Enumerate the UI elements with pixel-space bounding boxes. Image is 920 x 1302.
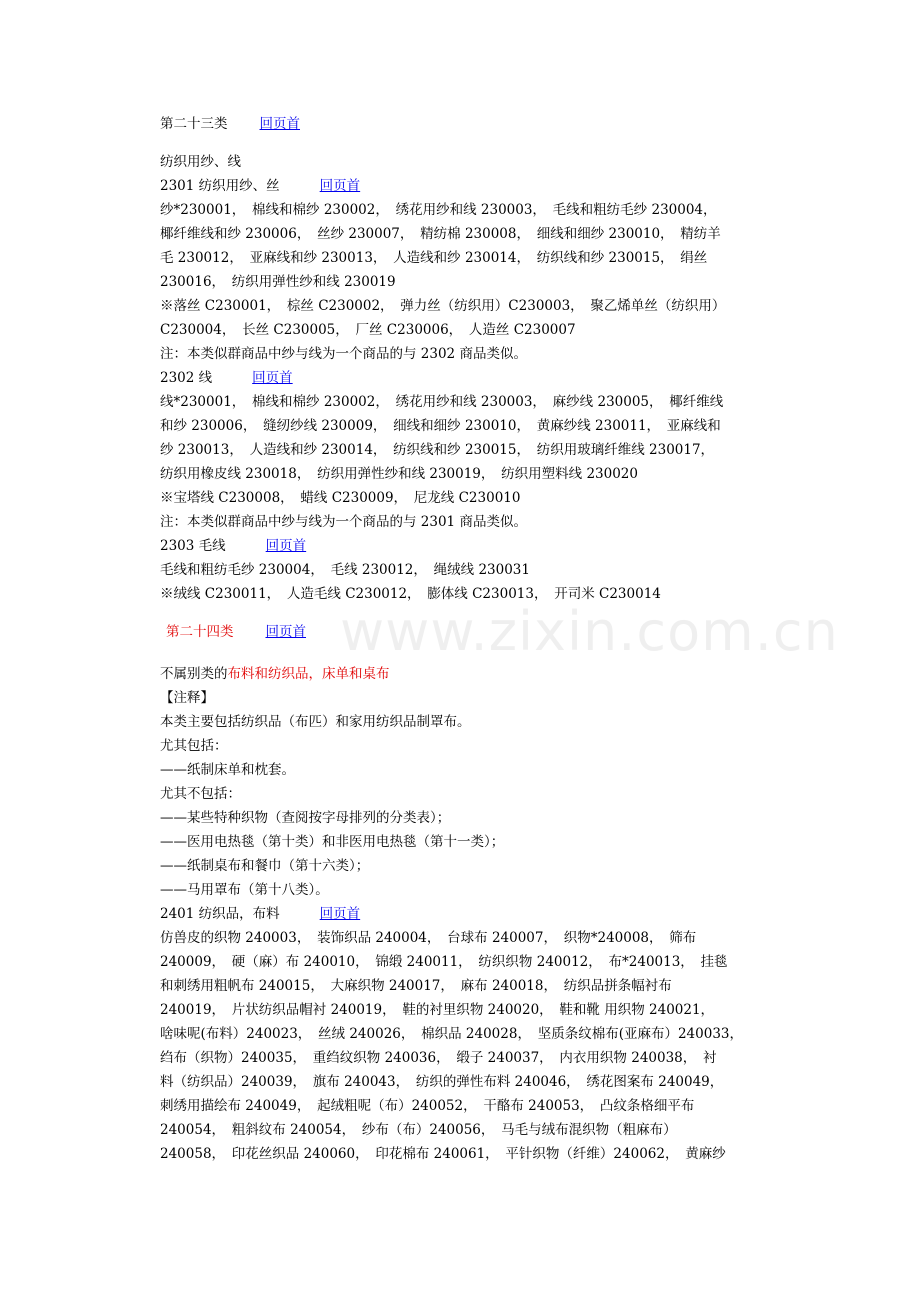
class23-title: 第二十三类 — [160, 116, 228, 132]
section-2303-heading — [160, 534, 760, 558]
class24-intro — [160, 662, 760, 686]
text-line: 线*230001， 棉线和棉纱 230002， 绣花用纱和线 230003， 麻纱线 230005， 椰纤维线 — [160, 394, 724, 410]
text-line: 椰纤维线和纱 230006， 丝纱 230007， 精纺棉 230008， 细线和细纱 230010， 精纺羊 — [160, 226, 721, 242]
text-line: 纺织用橡皮线 230018， 纺织用弹性纱和线 230019， 纺织用塑料线 230020 — [160, 466, 638, 482]
text-line: C230004， 长丝 C230005， 厂丝 C230006， 人造丝 C230007 — [160, 322, 576, 338]
text-line: 和刺绣用粗帆布 240015， 大麻织物 240017， 麻布 240018， 纺织品拼条幅衬布 — [160, 978, 672, 994]
document-body — [160, 112, 760, 1166]
note-line: 注：本类似群商品中纱与线为一个商品的与 2301 商品类似。 — [160, 514, 527, 530]
class23-intro: 纺织用纱、线 — [160, 154, 241, 170]
text-line: 啥味呢(布料）240023， 丝绒 240026， 棉织品 240028， 坚质条纹棉布(亚麻布）240033， — [160, 1026, 744, 1042]
text-line: ※宝塔线 C230008， 蜡线 C230009， 尼龙线 C230010 — [160, 490, 521, 506]
notes-line: 【注释】 — [160, 690, 214, 706]
class23-title-row — [160, 112, 760, 136]
text-line: ※落丝 C230001， 棕丝 C230002， 弹力丝（纺织用）C230003， 聚乙烯单丝（纺织用） — [160, 298, 726, 314]
text-line: ※绒线 C230011， 人造毛线 C230012， 膨体线 C230013， 开司米 C230014 — [160, 586, 661, 602]
text-line: 仿兽皮的织物 240003， 装饰织品 240004， 台球布 240007， 织物*240008， 筛布 — [160, 930, 697, 946]
home-link[interactable]: 回页首 — [252, 370, 293, 386]
section-2302-heading — [160, 366, 760, 390]
home-link[interactable]: 回页首 — [265, 538, 307, 554]
class24-intro-prefix: 不属别类的 — [160, 666, 228, 682]
class24-title: 第二十四类 — [166, 624, 234, 640]
notes-line: 本类主要包括纺织品（布匹）和家用纺织品制罩布。 — [160, 714, 471, 730]
text-line: 绉布（织物）240035， 重绉纹织物 240036， 缎子 240037， 内衣用织物 240038， 衬 — [160, 1050, 717, 1066]
class24-intro-highlight: 布料和纺织品，床单和桌布 — [227, 666, 390, 682]
text-line: 刺绣用描绘布 240049， 起绒粗呢（布）240052， 干酪布 240053， 凸纹条格细平布 — [160, 1098, 695, 1114]
notes-line: ——纸制桌布和餐巾（第十六类）； — [160, 858, 370, 874]
section-2401-title: 2401 纺织品，布料 — [160, 906, 280, 922]
text-line: 纱*230001， 棉线和棉纱 230002， 绣花用纱和线 230003， 毛线和粗纺毛纱 230004， — [160, 202, 717, 218]
section-2303-title: 2303 毛线 — [160, 538, 226, 554]
home-link[interactable]: 回页首 — [265, 624, 306, 640]
home-link[interactable]: 回页首 — [319, 906, 361, 922]
text-line: 230016， 纺织用弹性纱和线 230019 — [160, 274, 396, 290]
section-2301-title: 2301 纺织用纱、丝 — [160, 178, 280, 194]
class24-title-row — [160, 620, 760, 644]
section-2401-heading — [160, 902, 760, 926]
notes-line: 尤其不包括： — [160, 786, 241, 802]
notes-line: ——纸制床单和枕套。 — [160, 762, 295, 778]
watermark: www.zixin.com.cn — [340, 600, 839, 663]
section-2301-heading — [160, 174, 760, 198]
text-line: 240009， 硬（麻）布 240010， 锦缎 240011， 纺织织物 240012， 布*240013， 挂毯 — [160, 954, 728, 970]
text-line: 240019， 片状纺织品帽衬 240019， 鞋的衬里织物 240020， 鞋和靴 用织物 240021， — [160, 1002, 715, 1018]
text-line: 毛 230012， 亚麻线和纱 230013， 人造线和纱 230014， 纺织线和纱 230015， 绢丝 — [160, 250, 708, 266]
home-link[interactable]: 回页首 — [259, 116, 300, 132]
text-line: 料（纺织品）240039， 旗布 240043， 纺织的弹性布料 240046， 绣花图案布 240049， — [160, 1074, 724, 1090]
section-2302-title: 2302 线 — [160, 370, 213, 386]
home-link[interactable]: 回页首 — [319, 178, 361, 194]
note-line: 注：本类似群商品中纱与线为一个商品的与 2302 商品类似。 — [160, 346, 527, 362]
notes-line: ——医用电热毯（第十类）和非医用电热毯（第十一类）； — [160, 834, 505, 850]
text-line: 和纱 230006， 缝纫纱线 230009， 细线和细纱 230010， 黄麻纱线 230011， 亚麻线和 — [160, 418, 721, 434]
text-line: 毛线和粗纺毛纱 230004， 毛线 230012， 绳绒线 230031 — [160, 562, 530, 578]
text-line: 纱 230013， 人造线和纱 230014， 纺织线和纱 230015， 纺织用玻璃纤维线 230017， — [160, 442, 715, 458]
notes-line: ——马用罩布（第十八类）。 — [160, 882, 329, 898]
notes-line: ——某些特种织物（查阅按字母排列的分类表）； — [160, 810, 451, 826]
text-line: 240054， 粗斜纹布 240054， 纱布（布）240056， 马毛与绒布混织物（粗麻布） — [160, 1122, 677, 1138]
text-line: 240058， 印花丝织品 240060， 印花棉布 240061， 平针织物（纤维）240062， 黄麻纱 — [160, 1146, 726, 1162]
notes-line: 尤其包括： — [160, 738, 228, 754]
